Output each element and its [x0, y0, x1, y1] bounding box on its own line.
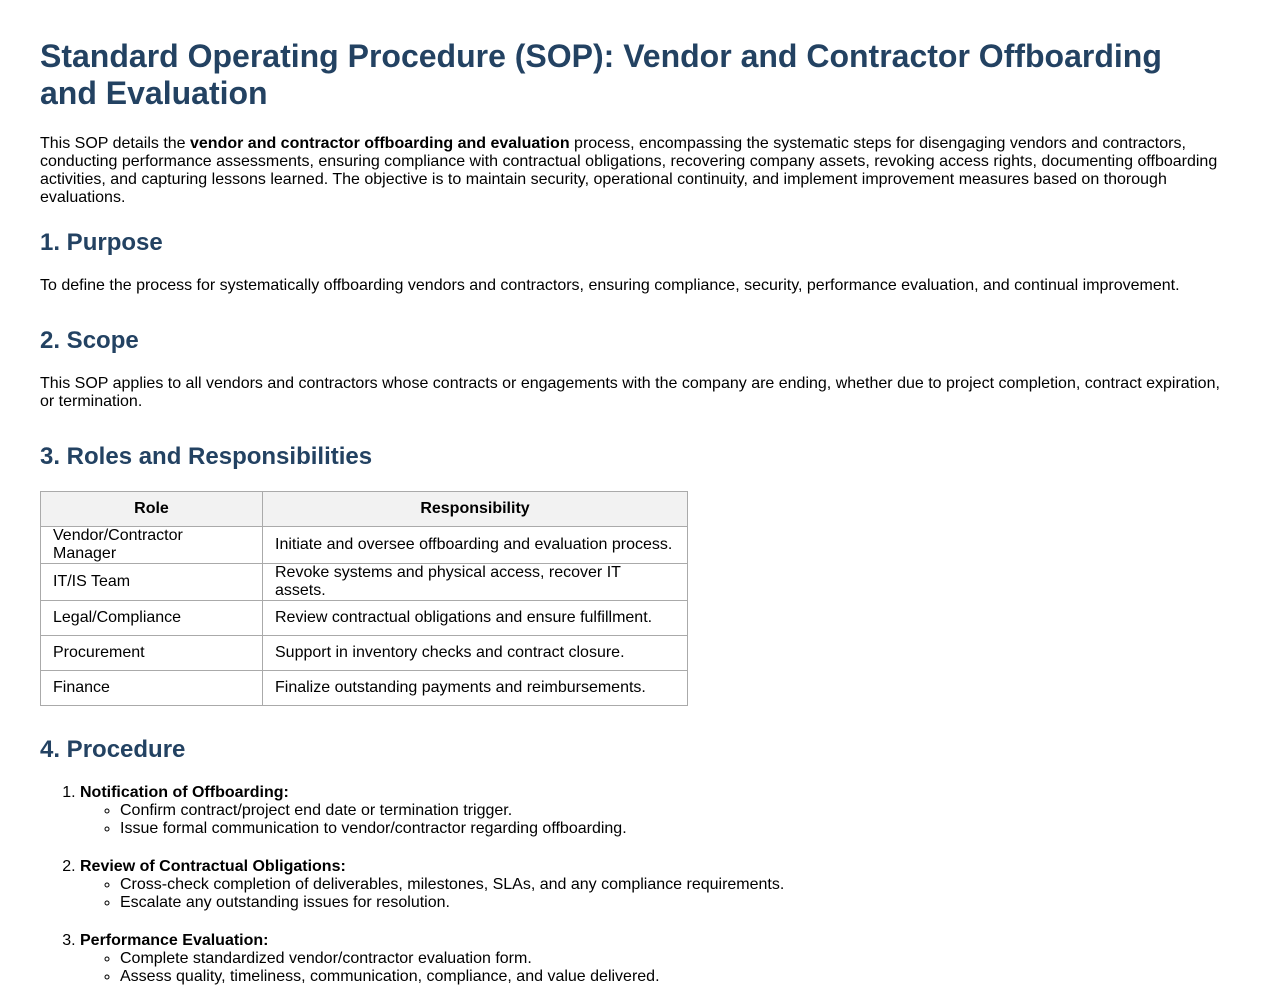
- purpose-text: To define the process for systematically offboarding vendors and contractors, ensuring compliance, security, performance evaluation, and continual improvement.: [40, 277, 1180, 294]
- intro-text-after: process, encompassing the systematic steps for disengaging vendors and contractors, conducting performance assessments, ensuring compliance with contractual obligations, recovering company assets, revoking access rights, documenting offboarding activities, and capturing lessons learned. The objective is to maintain security, operational continuity, and implement improvement measures based on thorough evaluations.: [40, 135, 1218, 206]
- step-items: [80, 802, 1223, 838]
- roles-heading: 3. Roles and Responsibilities: [40, 443, 373, 470]
- step-title: Review of Contractual Obligations:: [80, 858, 346, 875]
- step-items: [80, 876, 1223, 912]
- responsibility-cell: Revoke systems and physical access, recover IT assets.: [263, 564, 688, 601]
- scope-text: This SOP applies to all vendors and contractors whose contracts or engagements with the company are ending, whether due to project completion, contract expiration, or termination.: [40, 375, 1220, 410]
- table-row: [41, 601, 688, 636]
- page-title: Standard Operating Procedure (SOP): Vendor and Contractor Offboarding and Evaluation: [40, 38, 1162, 111]
- list-item: ◦ Confirm contract/project end date or termination trigger.: [120, 802, 1223, 820]
- responsibility-cell: Support in inventory checks and contract closure.: [263, 636, 688, 671]
- role-cell: Finance: [41, 671, 263, 706]
- procedure-heading: 4. Procedure: [40, 736, 186, 763]
- procedure-step: [80, 858, 1223, 912]
- header-responsibility: Responsibility: [263, 492, 688, 527]
- role-cell: Procurement: [41, 636, 263, 671]
- table-row: [41, 527, 688, 564]
- procedure-step: [80, 784, 1223, 838]
- responsibility-cell: Review contractual obligations and ensure fulfillment.: [263, 601, 688, 636]
- list-item: ◦ Assess quality, timeliness, communication, compliance, and value delivered.: [120, 968, 1223, 986]
- list-item: ◦ Complete standardized vendor/contractor evaluation form.: [120, 950, 1223, 968]
- step-title: Notification of Offboarding:: [80, 784, 289, 801]
- procedure-steps: [40, 784, 1223, 986]
- table-row: [41, 636, 688, 671]
- purpose-heading: 1. Purpose: [40, 229, 163, 256]
- step-items: [80, 950, 1223, 986]
- step-title: Performance Evaluation:: [80, 932, 269, 949]
- role-cell: Legal/Compliance: [41, 601, 263, 636]
- scope-heading: 2. Scope: [40, 327, 139, 354]
- responsibility-cell: Finalize outstanding payments and reimbursements.: [263, 671, 688, 706]
- table-header-row: [41, 492, 688, 527]
- list-item: ◦ Escalate any outstanding issues for resolution.: [120, 894, 1223, 912]
- table-row: [41, 671, 688, 706]
- procedure-step: [80, 932, 1223, 986]
- roles-table: [40, 491, 688, 706]
- intro-text-before: This SOP details the: [40, 135, 190, 152]
- role-cell: Vendor/Contractor Manager: [41, 527, 263, 564]
- table-row: [41, 564, 688, 601]
- role-cell: IT/IS Team: [41, 564, 263, 601]
- responsibility-cell: Initiate and oversee offboarding and evaluation process.: [263, 527, 688, 564]
- intro-paragraph: [40, 135, 1223, 207]
- intro-text-bold: vendor and contractor offboarding and evaluation: [190, 135, 570, 152]
- header-role: Role: [41, 492, 263, 527]
- list-item: ◦ Cross-check completion of deliverables, milestones, SLAs, and any compliance requirements.: [120, 876, 1223, 894]
- list-item: ◦ Issue formal communication to vendor/contractor regarding offboarding.: [120, 820, 1223, 838]
